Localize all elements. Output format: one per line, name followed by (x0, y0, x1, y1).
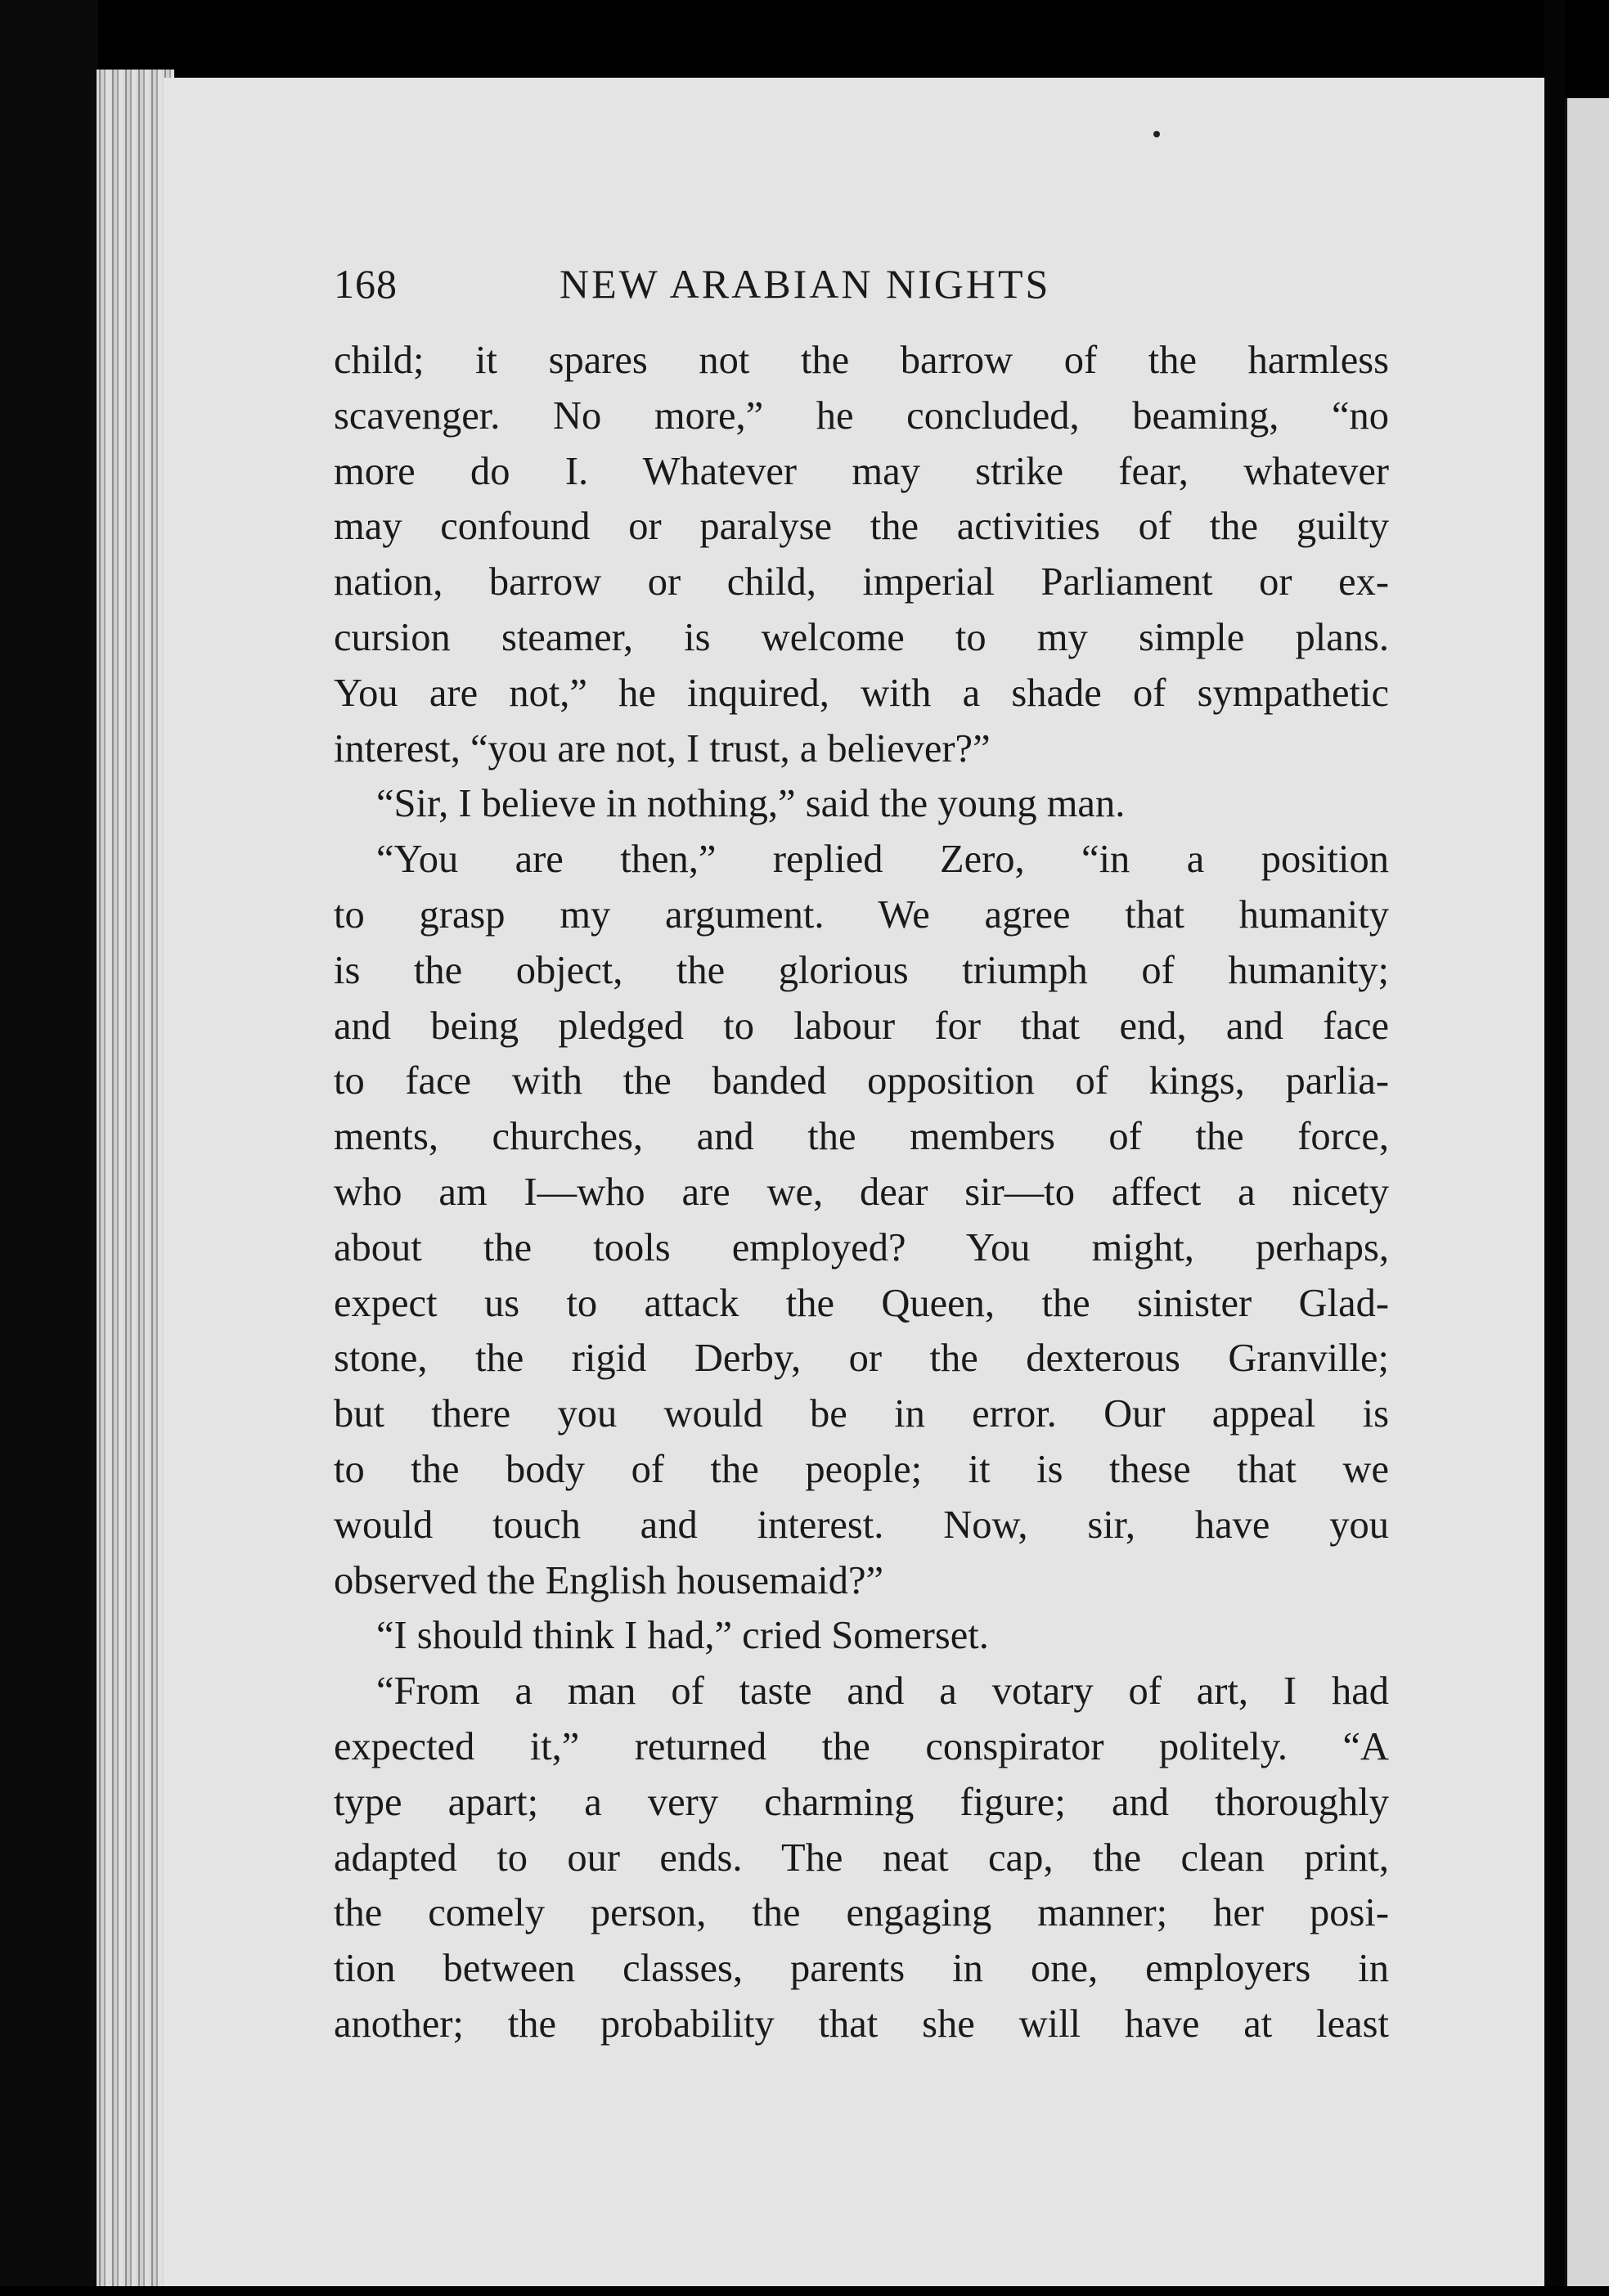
text-line: would touch and interest. Now, sir, have you (334, 1503, 1389, 1547)
text-line: tion between classes, parents in one, employers in (334, 1947, 1389, 1991)
text-line: child; it spares not the barrow of the harmless (334, 339, 1389, 382)
text-line: who am I—who are we, dear sir—to affect a nicety (334, 1170, 1389, 1214)
text-line: “From a man of taste and a votary of art, I had (376, 1669, 1389, 1714)
scan-right-gutter (1544, 0, 1565, 2296)
page-header (334, 260, 1389, 312)
text-line: to face with the banded opposition of kings, parlia- (334, 1059, 1389, 1103)
text-line: type apart; a very charming figure; and thoroughly (334, 1780, 1389, 1824)
body-text (334, 333, 1389, 2052)
text-line: “I should think I had,” cried Somerset. (376, 1614, 989, 1658)
text-line: expected it,” returned the conspirator politely. “A (334, 1724, 1389, 1768)
text-line: “Sir, I believe in nothing,” said the young man. (376, 782, 1126, 826)
scan-bottom-border (0, 2286, 1609, 2296)
text-line: ments, churches, and the members of the force, (334, 1115, 1389, 1159)
text-line: You are not,” he inquired, with a shade of sympathetic (334, 671, 1389, 715)
next-page-sliver (1565, 98, 1609, 2290)
text-line: the comely person, the engaging manner; her posi- (334, 1891, 1389, 1935)
text-line: cursion steamer, is welcome to my simple plans. (334, 615, 1389, 659)
page-number: 168 (334, 261, 398, 307)
text-line: may confound or paralyse the activities of the guilty (334, 505, 1389, 549)
text-line: is the object, the glorious triumph of humanity; (334, 948, 1389, 992)
text-line: expect us to attack the Queen, the sinister Glad- (334, 1281, 1389, 1325)
text-line: nation, barrow or child, imperial Parliament or ex- (334, 560, 1389, 604)
text-line: more do I. Whatever may strike fear, whatever (334, 449, 1389, 493)
book-page-edges (97, 70, 174, 2286)
text-line: adapted to our ends. The neat cap, the clean print, (334, 1835, 1389, 1880)
text-line: stone, the rigid Derby, or the dexterous Granville; (334, 1337, 1389, 1381)
text-line: to the body of the people; it is these that we (334, 1447, 1389, 1491)
text-line: interest, “you are not, I trust, a believer?” (334, 726, 991, 771)
text-line: about the tools employed? You might, perhaps, (334, 1225, 1389, 1269)
text-line: another; the probability that she will have at least (334, 2002, 1389, 2046)
scan-left-border (0, 0, 98, 2296)
ink-speck (1153, 131, 1160, 137)
text-line: and being pledged to labour for that end, and face (334, 1004, 1389, 1048)
text-line: observed the English housemaid?” (334, 1558, 884, 1602)
text-line: “You are then,” replied Zero, “in a position (376, 838, 1389, 882)
text-line: but there you would be in error. Our appeal is (334, 1392, 1389, 1436)
running-title: NEW ARABIAN NIGHTS (560, 261, 1051, 307)
scan-top-border (0, 0, 1609, 70)
text-line: scavenger. No more,” he concluded, beaming, “no (334, 393, 1389, 438)
text-line: to grasp my argument. We agree that humanity (334, 892, 1389, 937)
